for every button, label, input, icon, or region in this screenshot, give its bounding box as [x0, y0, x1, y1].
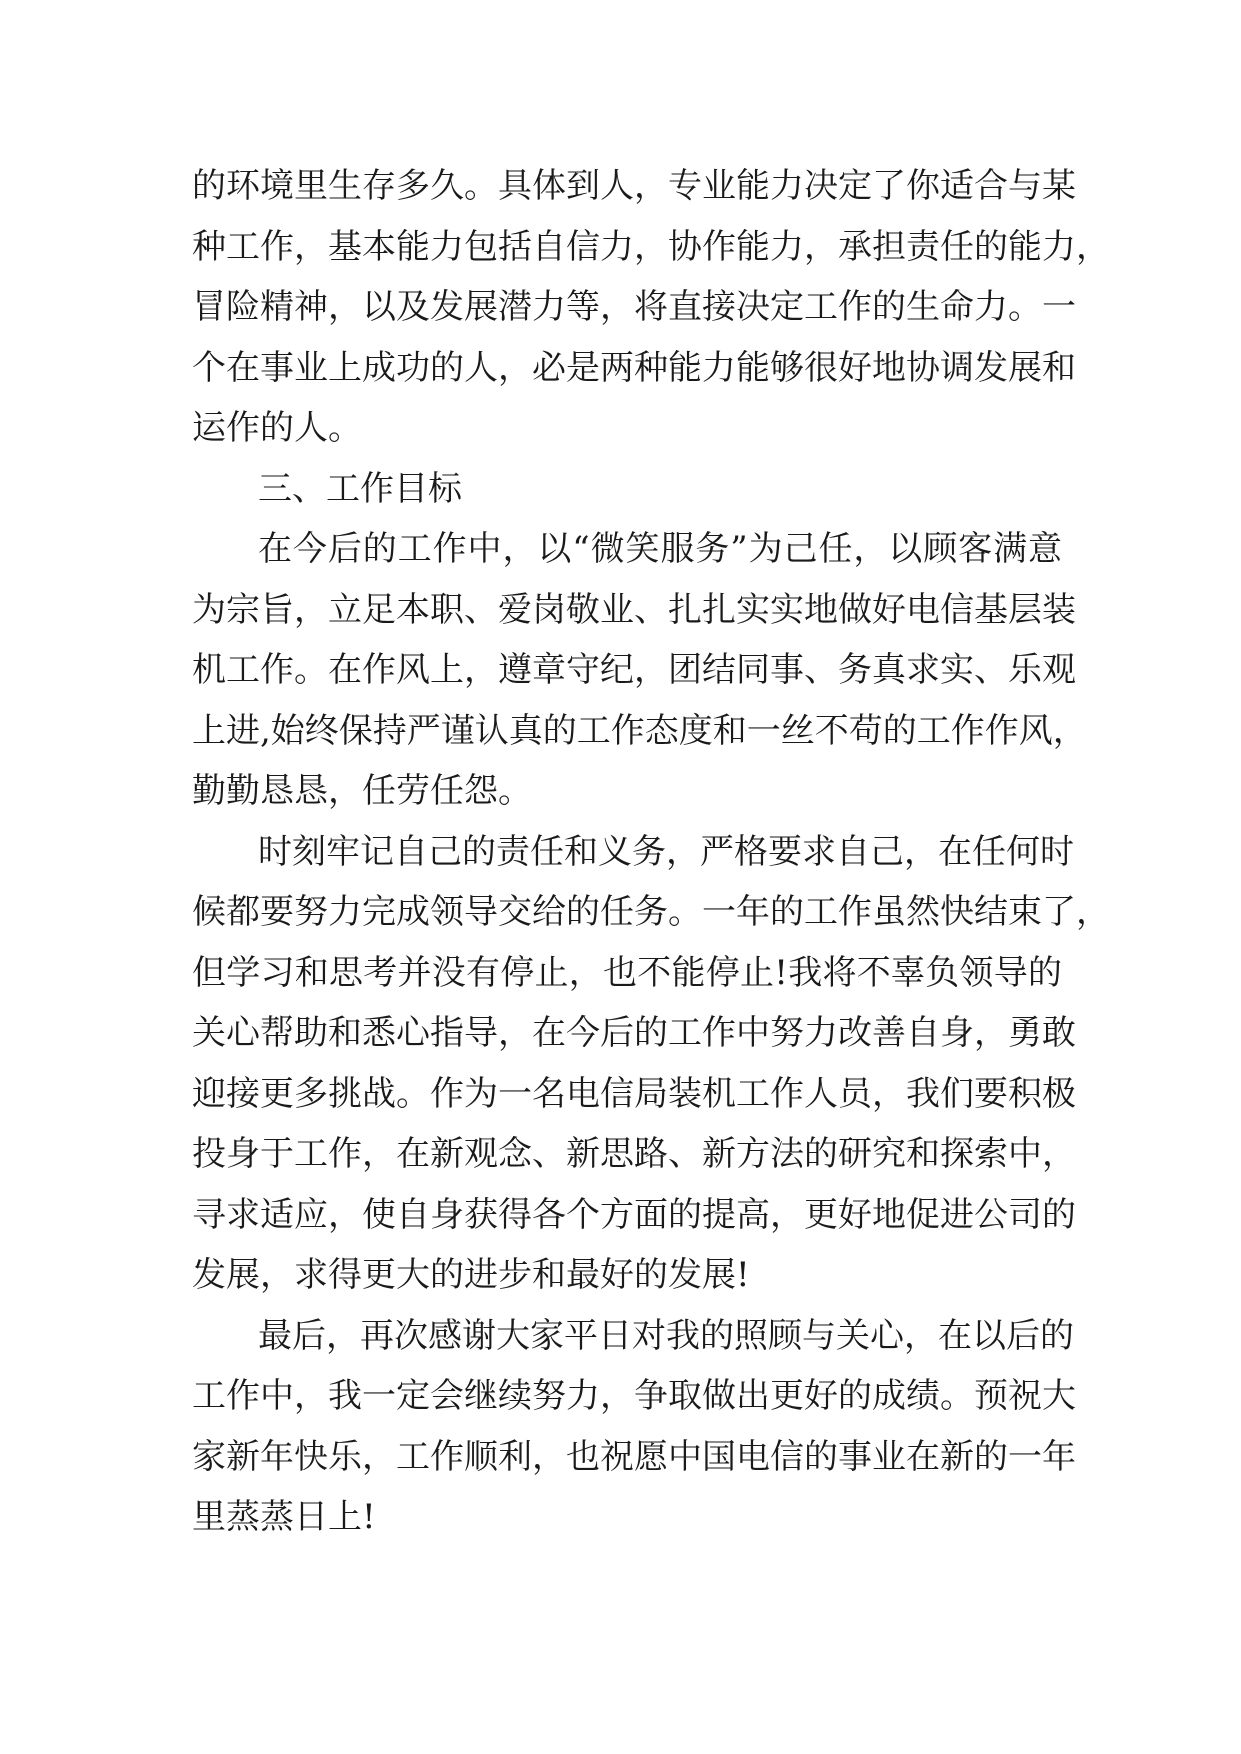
- text-line: 投身于工作，在新观念、新思路、新方法的研究和探索中，: [192, 1134, 1076, 1174]
- section-heading: 三、工作目标: [258, 468, 462, 509]
- text-line: 勤勤恳恳，任劳任怨。: [192, 771, 532, 811]
- text-line: 的环境里生存多久。具体到人，专业能力决定了你适合与某: [192, 166, 1076, 206]
- text-line: 上进,始终保持严谨认真的工作态度和一丝不苟的工作作风，: [192, 710, 1087, 751]
- text-line: 家新年快乐，工作顺利，也祝愿中国电信的事业在新的一年: [192, 1436, 1076, 1477]
- text-line: 迎接更多挑战。作为一名电信局装机工作人员，我们要积极: [192, 1073, 1076, 1114]
- text-line: 但学习和思考并没有停止，也不能停止!我将不辜负领导的: [192, 952, 1062, 993]
- text-line: 最后，再次感谢大家平日对我的照顾与关心，在以后的: [258, 1315, 1074, 1356]
- text-line: 在今后的工作中，以“微笑服务”为己任，以顾客满意: [258, 529, 1062, 569]
- text-line: 里蒸蒸日上!: [192, 1497, 376, 1537]
- text-line: 为宗旨，立足本职、爱岗敬业、扎扎实实地做好电信基层装: [192, 589, 1076, 630]
- text-line: 发展，求得更大的进步和最好的发展!: [192, 1255, 750, 1295]
- text-line: 冒险精神，以及发展潜力等，将直接决定工作的生命力。一: [192, 287, 1076, 327]
- text-line: 寻求适应，使自身获得各个方面的提高，更好地促进公司的: [192, 1194, 1076, 1235]
- text-line: 候都要努力完成领导交给的任务。一年的工作虽然快结束了，: [192, 892, 1110, 932]
- text-line: 关心帮助和悉心指导，在今后的工作中努力改善自身，勇敢: [192, 1013, 1076, 1053]
- text-line: 工作中，我一定会继续努力，争取做出更好的成绩。预祝大: [192, 1376, 1076, 1416]
- text-line: 种工作，基本能力包括自信力，协作能力，承担责任的能力，: [192, 226, 1110, 267]
- text-line: 个在事业上成功的人，必是两种能力能够很好地协调发展和: [192, 347, 1076, 388]
- text-line: 时刻牢记自己的责任和义务，严格要求自己，在任何时: [258, 831, 1074, 872]
- document-body: [192, 156, 1110, 1548]
- text-line: 运作的人。: [192, 408, 362, 448]
- text-line: 机工作。在作风上，遵章守纪，团结同事、务真求实、乐观: [192, 650, 1076, 690]
